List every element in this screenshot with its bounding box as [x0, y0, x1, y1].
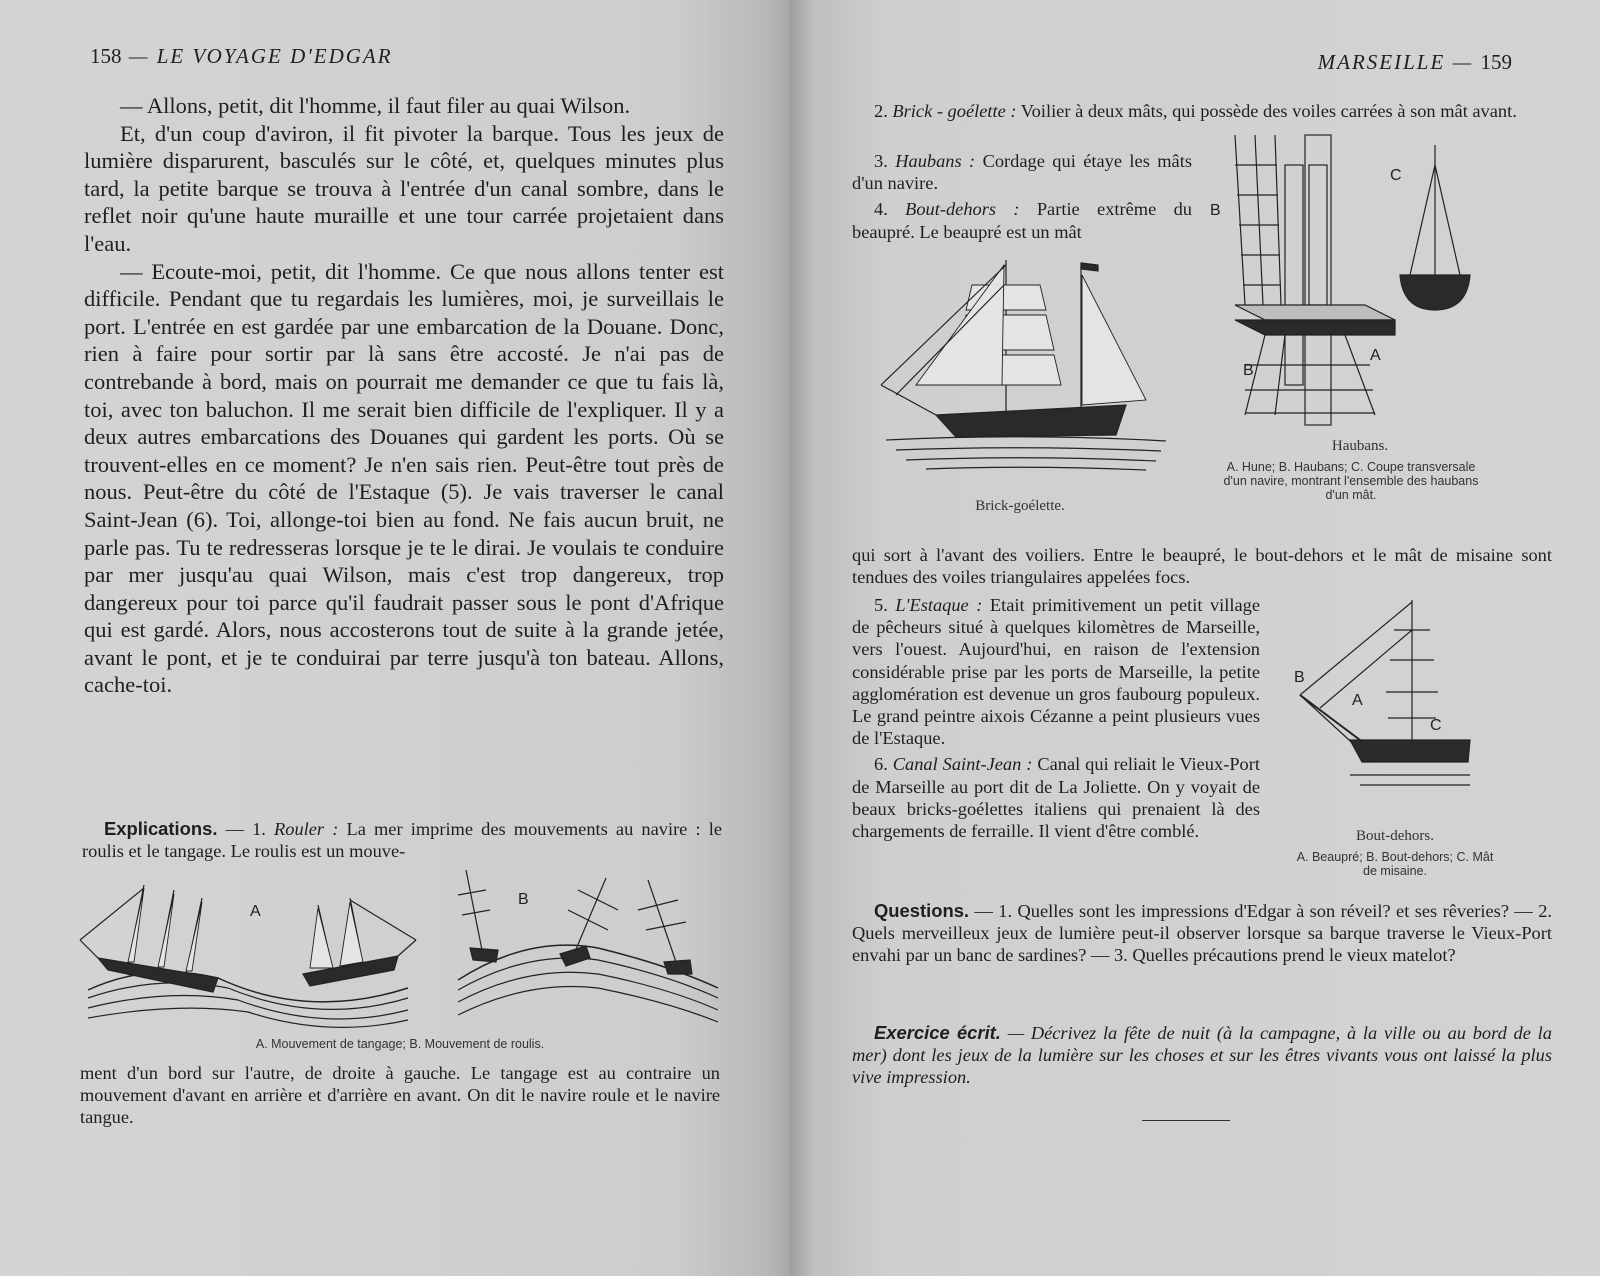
- note-2: 2. Brick - goélette : Voilier à deux mâts, qui possède des voiles carrées à son mât avant.: [874, 101, 1517, 121]
- note-term: Bout-dehors :: [905, 199, 1020, 220]
- explications-label: Explications.: [104, 818, 218, 839]
- bout-dehors-title: Bout-dehors.: [1356, 828, 1434, 844]
- right-header-dash: —: [1452, 50, 1474, 74]
- right-page: [790, 0, 1600, 1276]
- questions-text: — 1. Quelles sont les impressions d'Edgar à son réveil? et ses rêveries? — 2. Quels merveilleux jeux de lumière peut-il observer lorsque sa barque traverse le Vieux-Port envahi par un banc de sardines? — 3. Quelles précautions prend le vieux matelot?: [852, 901, 1552, 966]
- bout-label-c: C: [1430, 717, 1442, 734]
- note-3: 3. Haubans : Cordage qui étaye les mâts d'un navire.: [852, 151, 1192, 194]
- explications-term: Rouler :: [274, 819, 339, 839]
- brick-goelette-caption: Brick-goélette.: [975, 498, 1065, 514]
- right-page-number: 159: [1480, 50, 1512, 74]
- haubans-label-a: A: [1370, 347, 1381, 364]
- note-term: Canal Saint-Jean :: [892, 754, 1033, 775]
- exercice-block: [852, 1022, 1552, 1093]
- left-header-title: LE VOYAGE D'EDGAR: [156, 44, 393, 68]
- questions-label: Questions.: [874, 900, 970, 921]
- brick-goelette-figure: [876, 255, 1176, 495]
- note-4: 4. Bout-dehors : Partie extrême du beaupré. Le beaupré est un mât: [852, 199, 1192, 242]
- note-4-continuation: qui sort à l'avant des voiliers. Entre le beaupré, le bout-dehors et le mât de misaine sont tendues des voiles triangulaires appelées focs.: [852, 545, 1552, 588]
- note-term: Haubans :: [895, 151, 976, 171]
- note-5: 5. L'Estaque : Etait primitivement un petit village de pêcheurs situé à quelques kilomètres de Marseille, vers l'ouest. Aujourd'hui, en raison de l'extension considérable prise par les ports de Marseille, la petite agglomération est devenue un gros faubourg populeux. Le grand peintre aixois Cézanne a peint plusieurs vues de l'Estaque.: [852, 595, 1260, 749]
- left-main-text: [84, 92, 724, 699]
- right-header-title: MARSEILLE: [1317, 50, 1446, 74]
- tangage-roulis-figure: [78, 870, 728, 1035]
- figure-label-a: A: [250, 903, 261, 920]
- note-term: Brick - goélette :: [892, 101, 1017, 121]
- note-term: L'Estaque :: [895, 595, 983, 615]
- haubans-label-b: B: [1210, 202, 1221, 219]
- left-page: [0, 0, 790, 1276]
- haubans-figure: [1205, 125, 1495, 435]
- explications-text: La mer imprime des mouvements au navire : le roulis et le tangage. Le roulis est un mouve-: [82, 819, 722, 862]
- paragraph: — Ecoute-moi, petit, dit l'homme. Ce que nous allons tenter est difficile. Pendant que tu regardais les lumières, moi, je surveillais le port. L'entrée en est gardée par une embarcation de la Douane. Donc, rien à faire pour sortir par là sans être accosté. Je n'ai pas de contrebande à bord, mais on pourrait me demander ce que tu fais là, toi, avec ton baluchon. Il me serait bien difficile de l'expliquer. Il y a deux autres embarcations des Douanes qui gardent les ports. Où se trouvent-elles en ce moment? Je n'en sais rien. Peut-être tout près de nous. Peut-être du côté de l'Estaque (5). Je vais traverser le canal Saint-Jean (6). Toi, allonge-toi bien au fond. Ne fais aucun bruit, ne parle pas. Tu te redresseras lorsque je te le dirai. Je voulais te conduire par mer jusqu'au quai Wilson, mais c'est trop dangereux, trop dangereux pour toi parce qu'il faudrait passer sous le pont d'Afrique qui est gardé. Alors, nous accosterons tout de suite à la grande jetée, avant le pont, et je te conduirai par terre jusqu'à ton bateau. Allons, cache-toi.: [84, 258, 724, 698]
- notes-5-6: [852, 594, 1260, 846]
- bout-label-b: B: [1294, 669, 1305, 686]
- tangage-roulis-caption: A. Mouvement de tangage; B. Mouvement de roulis.: [255, 1037, 545, 1051]
- questions-block: [852, 900, 1552, 971]
- paragraph: Et, d'un coup d'aviron, il fit pivoter la barque. Tous les jeux de lumière disparurent, basculés sur le côté, et, quelques minutes plus tard, la petite barque se trouva à l'entrée d'un canal sombre, dans le reflet noir qu'une haute muraille et une tour carrée projetaient dans l'eau.: [84, 120, 724, 256]
- haubans-label-c: C: [1390, 167, 1402, 184]
- right-running-head: [1272, 50, 1512, 75]
- exercice-label: Exercice écrit.: [874, 1022, 1001, 1043]
- left-header-dash: —: [128, 44, 150, 68]
- explications-continuation: ment d'un bord sur l'autre, de droite à gauche. Le tangage est au contraire un mouvement d'avant en arrière et d'arrière en avant. On dit le navire roule et le navire tangue.: [80, 1063, 720, 1128]
- bout-dehors-caption: A. Beaupré; B. Bout-dehors; C. Mât de misaine.: [1296, 850, 1494, 878]
- figure-label-b: B: [518, 891, 529, 908]
- bout-dehors-figure: [1290, 600, 1490, 795]
- left-running-head: [90, 44, 393, 69]
- paragraph: — Allons, petit, dit l'homme, il faut filer au quai Wilson.: [120, 93, 631, 118]
- haubans-label-b2: B: [1243, 362, 1254, 379]
- notes-3-4: [852, 150, 1192, 247]
- explications-intro: — 1.: [217, 819, 275, 839]
- haubans-title: Haubans.: [1331, 438, 1389, 454]
- haubans-caption: A. Hune; B. Haubans; C. Coupe transversale d'un navire, montrant l'ensemble des haubans d'un mât.: [1223, 460, 1479, 502]
- explications-block: [82, 818, 722, 866]
- note-6: 6. Canal Saint-Jean : Canal qui reliait le Vieux-Port de Marseille au port dit de La Joliette. On y voyait de beaux bricks-goélettes italiens qui prenaient là des chargements de ferraille. Il vient d'être comblé.: [852, 754, 1260, 842]
- closing-rule: [1142, 1120, 1230, 1121]
- exercice-text: — Décrivez la fête de nuit (à la campagne, à la ville ou au bord de la mer) dont les jeux de la lumière sur les choses et sur les êtres vivants vous ont laissé la plus vive impression.: [852, 1023, 1552, 1088]
- left-page-number: 158: [90, 44, 122, 68]
- bout-label-a: A: [1352, 692, 1363, 709]
